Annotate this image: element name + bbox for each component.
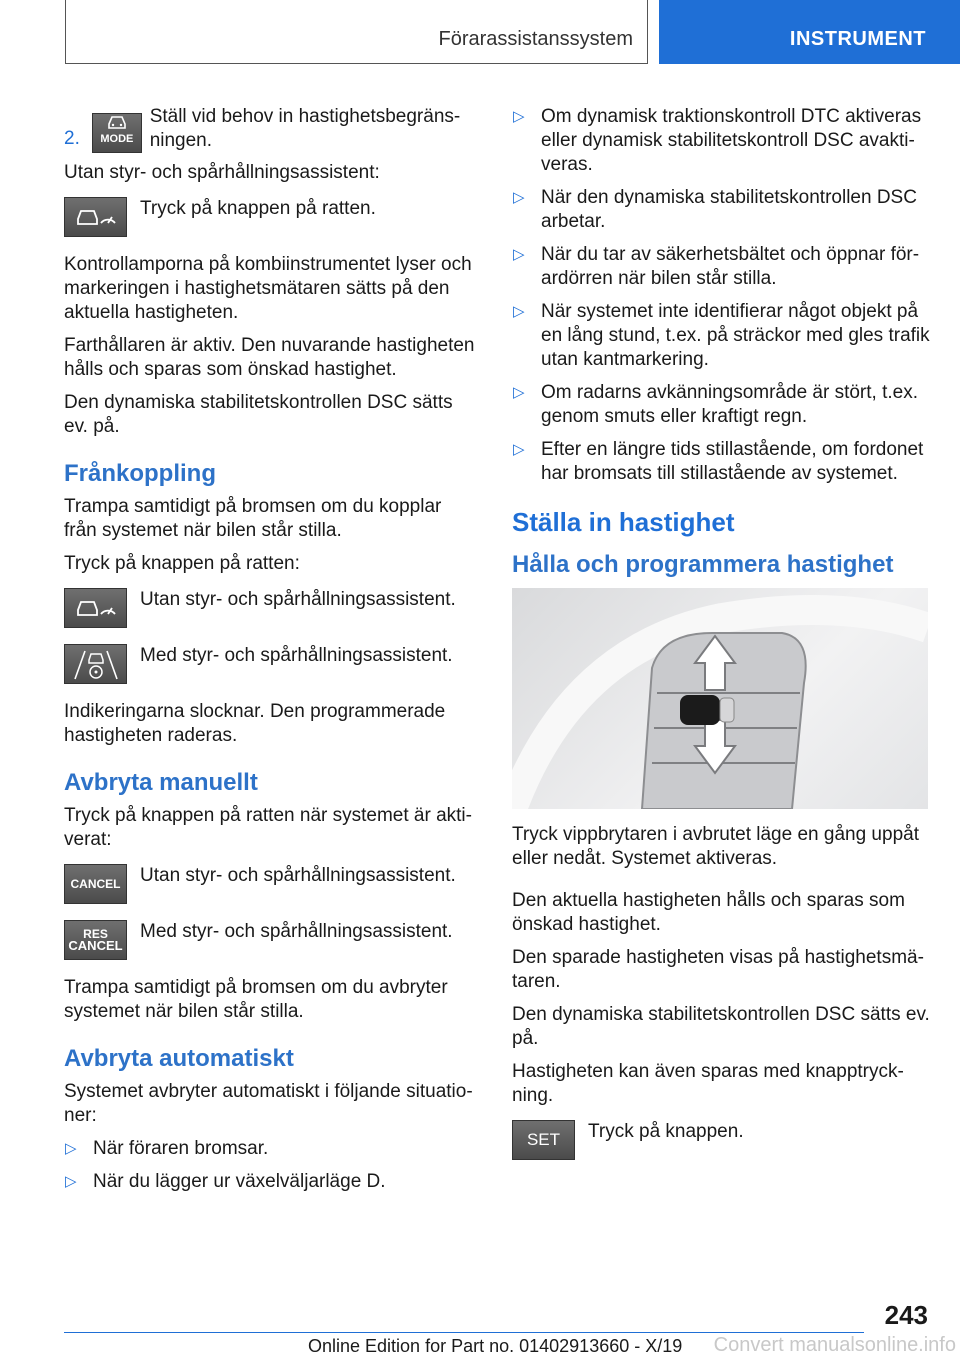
steering-assist-button-icon [64, 644, 127, 684]
list-item: ▷ När föraren bromsar. [64, 1137, 479, 1161]
paragraph: Den sparade hastigheten visas på hastighetsmä-taren. [512, 947, 924, 992]
paragraph: Farthållaren är aktiv. Den nuvarande hastigheten hålls och sparas som önskad hastighet. [64, 335, 475, 380]
res-label: RES [83, 927, 108, 941]
icon-instruction-row [64, 864, 479, 908]
icon-instruction-text: Med styr- och spårhållningsassistent. [140, 921, 453, 942]
list-item: ▷ Efter en längre tids stillastående, om fordonet har bromsats till stillastående av systemet. [512, 438, 930, 486]
footer-edition: Online Edition for Part no. 01402913660 - X/19 [308, 1336, 683, 1356]
paragraph: Trampa samtidigt på bromsen om du avbryter systemet när bilen står stilla. [64, 977, 448, 1022]
header-chapter-title: INSTRUMENT [789, 28, 926, 50]
list-item: ▷ Om dynamisk traktionskontroll DTC aktiveras eller dynamisk stabilitetskontroll DSC avakti-veras. [512, 105, 930, 177]
bullet-list [64, 1137, 479, 1194]
steering-wheel-photo [512, 588, 928, 809]
cruise-control-button-icon [64, 197, 127, 237]
mode-button-icon [92, 113, 142, 153]
speedometer-car-icon [74, 205, 118, 229]
icon-instruction-text: Utan styr- och spårhållningsassistent. [140, 865, 456, 886]
header-section-tab [65, 0, 648, 64]
step-2-text: Ställ vid behov in hastighetsbegräns-ningen. [149, 106, 461, 151]
section-heading-avbryta-automatiskt: Avbryta automatiskt [64, 1045, 294, 1072]
paragraph: Tryck på knappen på ratten: [64, 553, 300, 574]
icon-instruction-row [64, 920, 479, 964]
cruise-control-button-icon [64, 588, 127, 628]
icon-instruction-row [512, 1120, 930, 1164]
steering-wheel-switch-illustration [512, 588, 928, 809]
section-heading-frankoppling: Frånkoppling [64, 460, 216, 487]
right-column [512, 105, 930, 1176]
paragraph: Den dynamiska stabilitetskontrollen DSC sätts ev. på. [512, 1004, 930, 1049]
section-heading-stalla-in-hastighet: Ställa in hastighet [512, 507, 735, 537]
paragraph: Tryck vippbrytaren i avbrutet läge en gång uppåt eller nedåt. Systemet aktiveras. [512, 824, 919, 869]
footer-divider [64, 1332, 864, 1333]
left-column [64, 105, 479, 1203]
paragraph: Utan styr- och spårhållningsassistent: [64, 162, 380, 183]
set-button-icon [512, 1120, 575, 1160]
paragraph: Systemet avbryter automatiskt i följande situatio-ner: [64, 1081, 473, 1126]
header-section-title: Förarassistanssystem [438, 28, 633, 50]
list-item: ▷ När du lägger ur växelväljarläge D. [64, 1170, 479, 1194]
header-chapter-tab [659, 0, 960, 64]
paragraph: Kontrollamporna på kombiinstrumentet lyser och markeringen i hastighetsmätaren sätts på den aktuella hastigheten. [64, 254, 472, 323]
res-cancel-button-icon [64, 920, 127, 960]
paragraph: Indikeringarna slocknar. Den programmerade hastigheten raderas. [64, 701, 446, 746]
paragraph: Tryck på knappen på ratten när systemet är akti-verat: [64, 805, 472, 850]
cancel-label: CANCEL [70, 877, 121, 891]
icon-instruction-text: Tryck på knappen på ratten. [140, 198, 376, 219]
list-item: ▷ När du tar av säkerhetsbältet och öppnar för-ardörren när bilen står stilla. [512, 243, 930, 291]
icon-instruction-text: Tryck på knappen. [588, 1121, 744, 1142]
icon-instruction-row [64, 197, 479, 241]
mode-label: MODE [100, 133, 134, 145]
cancel-button-icon [64, 864, 127, 904]
step-number: 2. [64, 128, 80, 149]
cancel-label: CANCEL [68, 938, 123, 953]
icon-instruction-row [64, 644, 479, 688]
bullet-list [512, 105, 930, 486]
set-label: SET [526, 1130, 561, 1149]
list-item: ▷ Om radarns avkänningsområde är stört, t.ex. genom smuts eller kraftigt regn. [512, 381, 930, 429]
icon-instruction-text: Med styr- och spårhållningsassistent. [140, 645, 453, 666]
icon-instruction-row [64, 588, 479, 632]
watermark: Convert manualsonline.info [713, 1334, 956, 1356]
paragraph: Hastigheten kan även sparas med knapptryck-ning. [512, 1061, 904, 1106]
icon-instruction-text: Utan styr- och spårhållningsassistent. [140, 589, 456, 610]
list-item: ▷ När den dynamiska stabilitetskontrollen DSC arbetar. [512, 186, 930, 234]
numbered-step-2 [64, 105, 479, 153]
paragraph: Trampa samtidigt på bromsen om du kopplar från systemet när bilen står stilla. [64, 496, 442, 541]
section-heading-avbryta-manuellt: Avbryta manuellt [64, 769, 258, 796]
subsection-heading-halla-och-programmera: Hålla och programmera hastighet [512, 551, 894, 578]
car-icon [106, 114, 128, 130]
page-number: 243 [884, 1300, 928, 1330]
list-item: ▷ När systemet inte identifierar något objekt på en lång stund, t.ex. på sträckor med gles trafik utan kantmarkering. [512, 300, 930, 372]
lane-steering-icon [69, 647, 123, 681]
speedometer-car-icon [74, 596, 118, 620]
paragraph: Den dynamiska stabilitetskontrollen DSC sätts ev. på. [64, 392, 453, 437]
paragraph: Den aktuella hastigheten hålls och sparas som önskad hastighet. [512, 890, 905, 935]
